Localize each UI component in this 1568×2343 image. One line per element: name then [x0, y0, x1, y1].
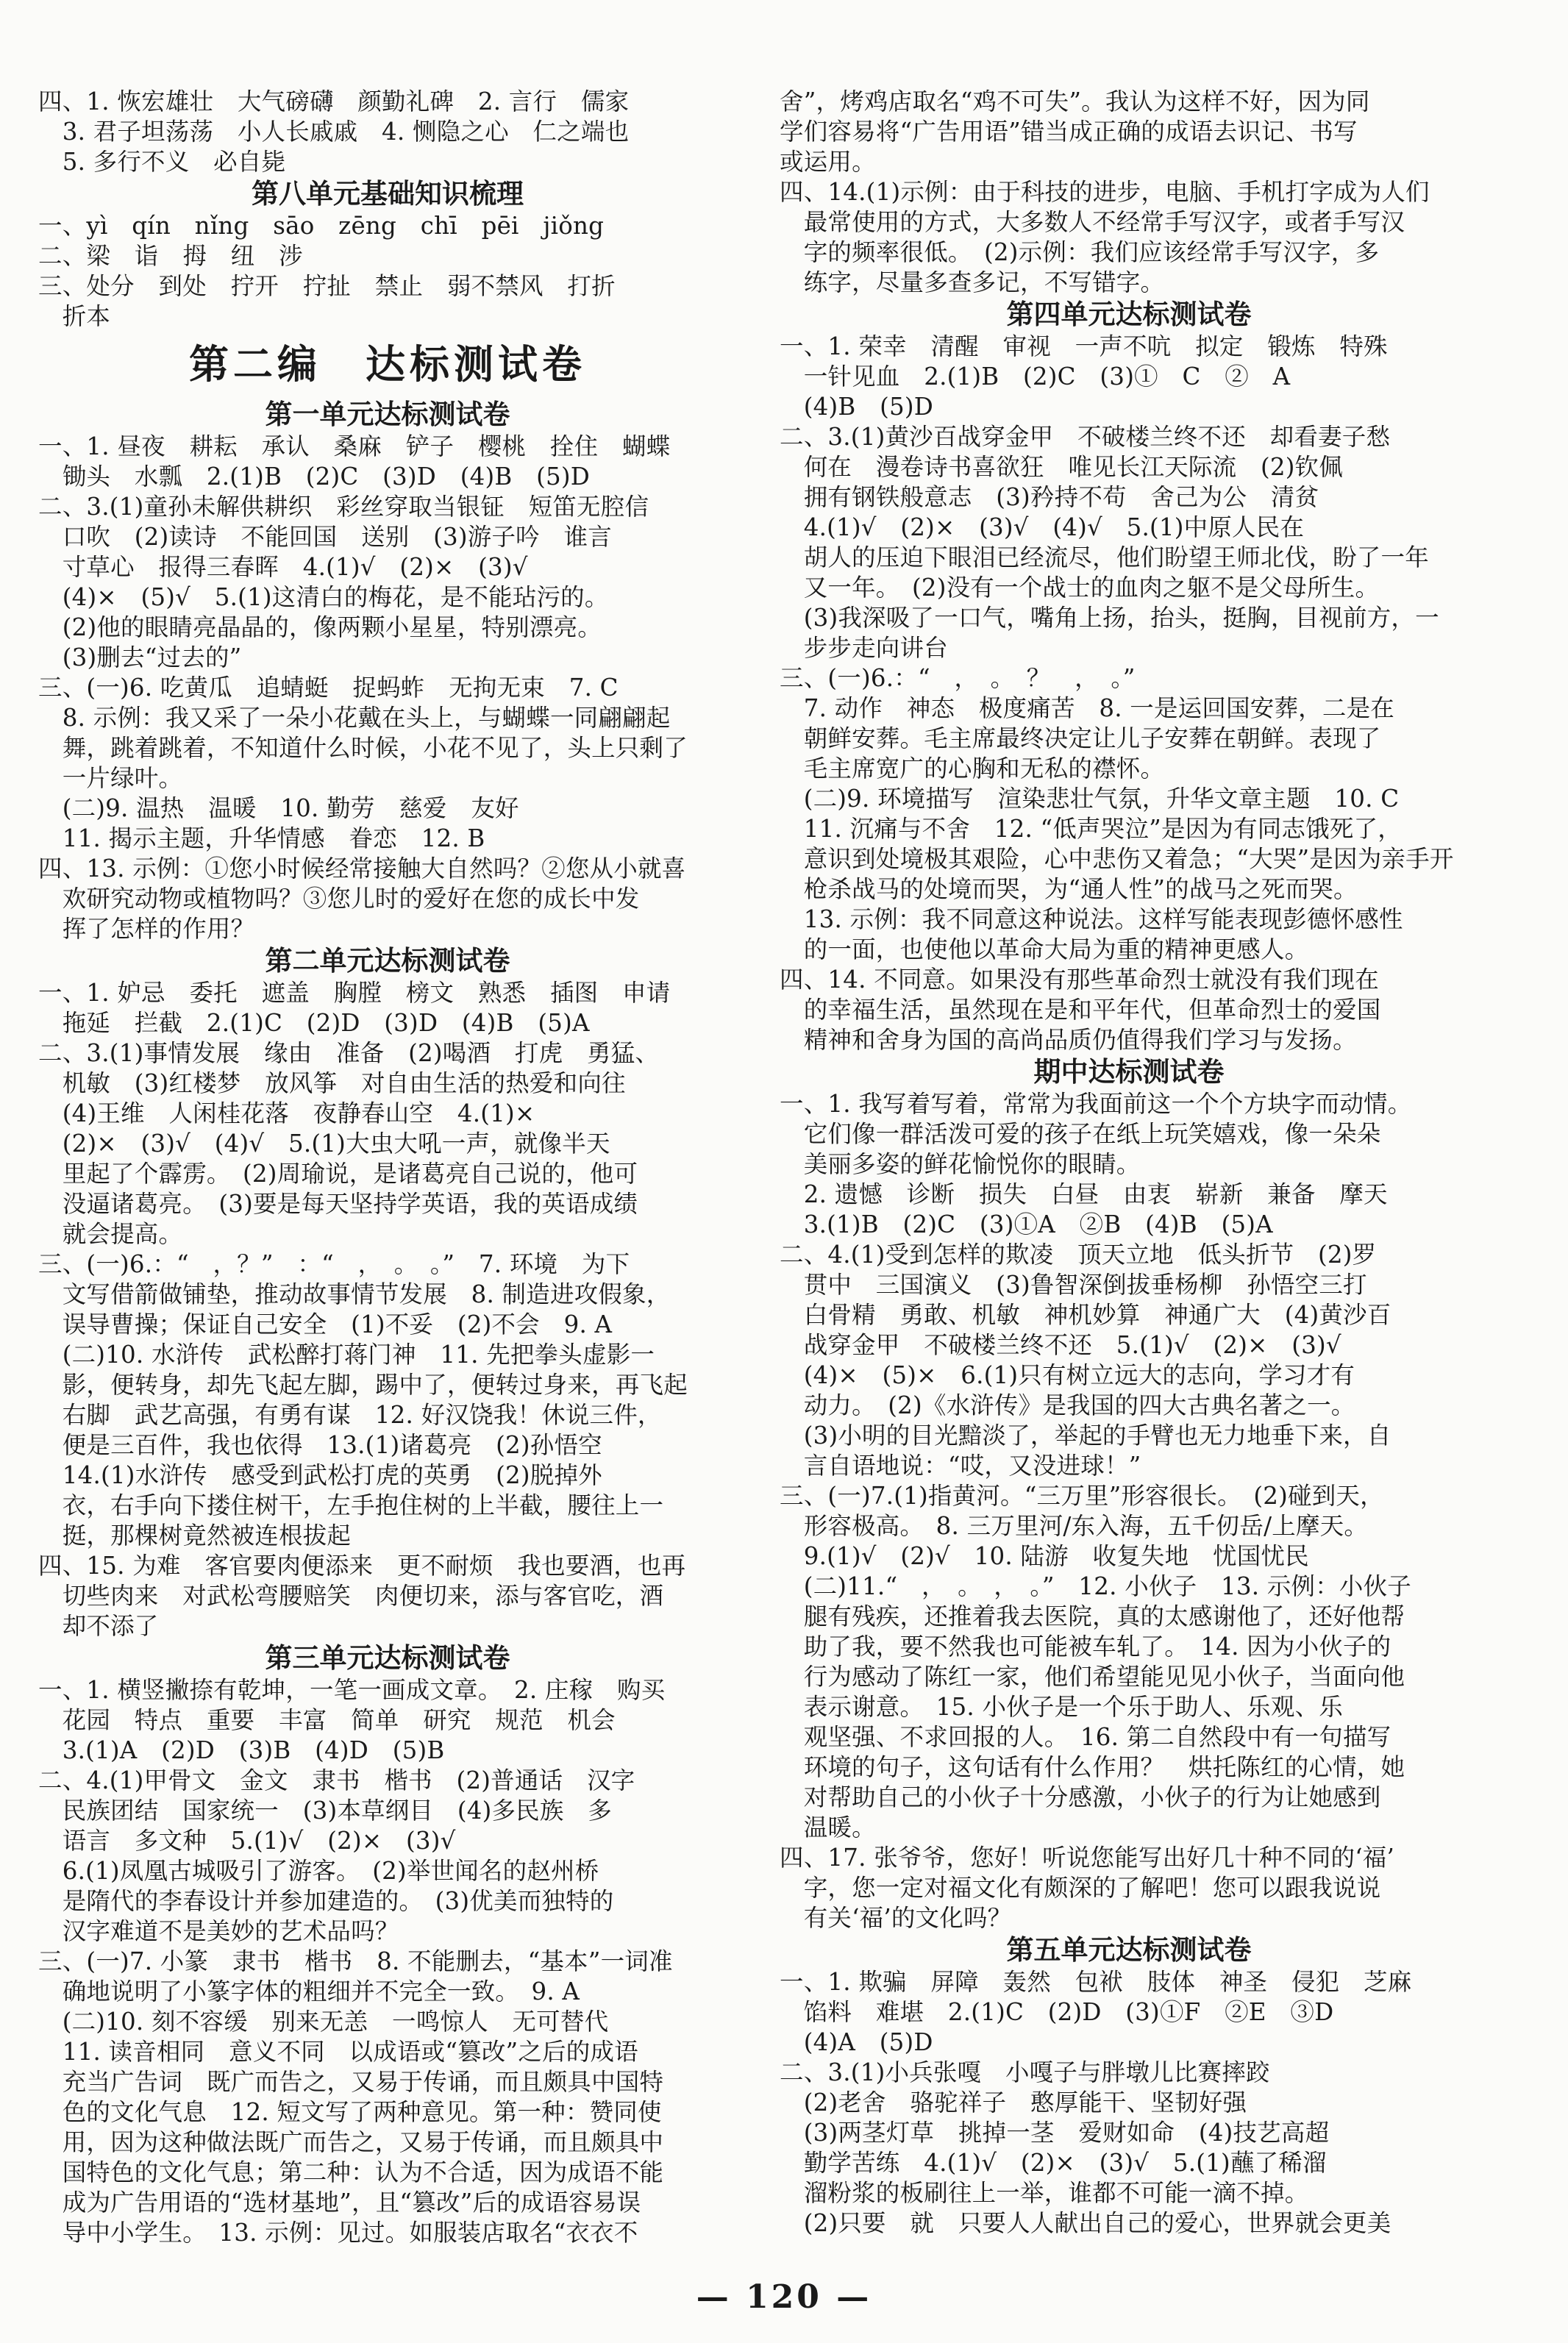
- answer-line: (3)两茎灯草 挑掉一茎 爱财如命 (4)技艺高超: [780, 2119, 1330, 2147]
- answer-line: 一、1. 昼夜 耕耘 承认 桑麻 铲子 樱桃 拴住 蝴蝶: [38, 432, 671, 460]
- answer-line: 就会提高。: [38, 1220, 183, 1248]
- answer-line: 温暖。: [780, 1814, 876, 1841]
- answer-line: 贯中 三国演义 (3)鲁智深倒拔垂杨柳 孙悟空三打: [780, 1271, 1367, 1299]
- answer-line: 2. 遗憾 诊断 损失 白昼 由衷 崭新 兼备 摩天: [780, 1180, 1388, 1208]
- answer-line: 一、yì qín nǐng sāo zēng chī pēi jiǒng: [38, 212, 605, 240]
- answer-line: 汉字难道不是美妙的艺术品吗？: [38, 1917, 399, 1945]
- answer-line: 里起了个霹雳。 (2)周瑜说，是诸葛亮自己说的，他可: [38, 1160, 638, 1188]
- answer-line: 的幸福生活，虽然现在是和平年代，但革命烈士的爱国: [780, 996, 1381, 1024]
- section-title: 期中达标测试卷: [1033, 1056, 1225, 1088]
- answer-line: 3. 君子坦荡荡 小人长戚戚 4. 恻隐之心 仁之端也: [38, 118, 630, 146]
- answer-line: 挥了怎样的作用？: [38, 915, 255, 943]
- answer-line: 形容极高。 8. 三万里河/东入海，五千仞岳/上摩天。: [780, 1512, 1369, 1540]
- answer-line: 枪杀战马的处境而哭，为“通人性”的战马之死而哭。: [780, 875, 1358, 903]
- answer-line: (3)删去“过去的”: [38, 643, 242, 671]
- answer-line: 表示谢意。 15. 小伙子是一个乐于助人、乐观、乐: [780, 1693, 1343, 1721]
- answer-line: 14.(1)水浒传 感受到武松打虎的英勇 (2)脱掉外: [38, 1461, 602, 1489]
- answer-line: 胡人的压迫下眼泪已经流尽，他们盼望王师北伐，盼了一年: [780, 543, 1429, 571]
- answer-line: 勤学苦练 4.(1)√ (2)× (3)√ 5.(1)蘸了稀溜: [780, 2149, 1327, 2177]
- answer-line: 一针见血 2.(1)B (2)C (3)① C ② A: [780, 363, 1291, 390]
- answer-line: 11. 沉痛与不舍 12. “低声哭泣”是因为有同志饿死了，: [780, 815, 1402, 843]
- answer-line: 字的频率很低。 (2)示例：我们应该经常手写汉字，多: [780, 238, 1380, 266]
- answer-line: 民族团结 国家统一 (3)本草纲目 (4)多民族 多: [38, 1797, 612, 1825]
- answer-line: 没逼诸葛亮。 (3)要是每天坚持学英语，我的英语成绩: [38, 1190, 638, 1218]
- answer-line: 6.(1)凤凰古城吸引了游客。 (2)举世闻名的赵州桥: [38, 1857, 599, 1885]
- answer-line: 溜粉浆的板刷往上一举，谁都不可能一滴不掉。: [780, 2179, 1309, 2207]
- answer-line: 误导曹操；保证自己安全 (1)不妥 (2)不会 9. A: [38, 1310, 613, 1338]
- answer-line: 成为广告用语的“选材基地”，且“篡改”后的成语容易误: [38, 2189, 641, 2217]
- answer-line: 一、1. 荣幸 清醒 审视 一声不吭 拟定 锻炼 特殊: [780, 332, 1388, 360]
- answer-line: 充当广告词 既广而告之，又易于传诵，而且颇具中国特: [38, 2068, 664, 2096]
- answer-line: 四、14. 不同意。如果没有那些革命烈士就没有我们现在: [780, 966, 1379, 994]
- answer-line: 3.(1)A (2)D (3)B (4)D (5)B: [38, 1736, 445, 1764]
- answer-line: 二、3.(1)童孙未解供耕织 彩丝穿取当银钲 短笛无腔信: [38, 493, 649, 521]
- answer-line: 精神和舍身为国的高尚品质仍值得我们学习与发扬。: [780, 1026, 1357, 1054]
- answer-line: 用，因为这种做法既广而告之，又易于传诵，而且颇具中: [38, 2128, 664, 2156]
- answer-line: 四、15. 为难 客官要肉便添来 更不耐烦 我也要酒，也再: [38, 1552, 686, 1580]
- answer-line: 舍”，烤鸡店取名“鸡不可失”。我认为这样不好，因为同: [780, 88, 1370, 115]
- answer-line: 动力。 (2)《水浒传》是我国的四大古典名著之一。: [780, 1391, 1355, 1419]
- answer-line: 四、1. 恢宏雄壮 大气磅礴 颜勤礼碑 2. 言行 儒家: [38, 88, 630, 115]
- answer-line: (2)老舍 骆驼祥子 憨厚能干、坚韧好强: [780, 2089, 1247, 2116]
- answer-line: 确地说明了小篆字体的粗细并不完全一致。 9. A: [38, 1978, 580, 2005]
- answer-line: (4)B (5)D: [780, 393, 934, 421]
- answer-line: (4)王维 人闲桂花落 夜静春山空 4.(1)×: [38, 1099, 535, 1127]
- answer-line: 导中小学生。 13. 示例：见过。如服装店取名“衣衣不: [38, 2219, 638, 2247]
- answer-line: 11. 揭示主题，升华情感 眷恋 12. B: [38, 824, 485, 852]
- answer-line: 有关‘福’的文化吗？: [780, 1904, 1012, 1932]
- section-title: 第一单元达标测试卷: [265, 399, 510, 430]
- answer-line: 舞，跳着跳着，不知道什么时候，小花不见了，头上只剩了: [38, 734, 688, 762]
- answer-line: 最常使用的方式，大多数人不经常手写汉字，或者手写汉: [780, 208, 1405, 236]
- answer-line: 切些肉来 对武松弯腰赔笑 肉便切来，添与客官吃，酒: [38, 1582, 664, 1610]
- answer-line: 锄头 水瓢 2.(1)B (2)C (3)D (4)B (5)D: [38, 463, 591, 491]
- answer-line: 色的文化气息 12. 短文写了两种意见。第一种：赞同使: [38, 2098, 662, 2126]
- answer-line: 观坚强、不求回报的人。 16. 第二自然段中有一句描写: [780, 1723, 1391, 1751]
- answer-line: 3.(1)B (2)C (3)①A ②B (4)B (5)A: [780, 1210, 1273, 1238]
- section-title: 第四单元达标测试卷: [1006, 299, 1252, 330]
- answer-line: 馅料 难堪 2.(1)C (2)D (3)①F ②E ③D: [780, 1998, 1334, 2026]
- section-title: 第二单元达标测试卷: [265, 945, 510, 977]
- answer-line: 行为感动了陈红一家，他们希望能见见小伙子，当面向他: [780, 1663, 1405, 1691]
- answer-line: 三、处分 到处 拧开 拧扯 禁止 弱不禁风 打折: [38, 272, 616, 300]
- left-column: [38, 87, 737, 2248]
- answer-line: 衣，右手向下搂住树干，左手抱住树的上半截，腰往上一: [38, 1491, 664, 1519]
- answer-line: 口吹 (2)读诗 不能回国 送别 (3)游子吟 谁言: [38, 523, 612, 551]
- answer-line: 它们像一群活泼可爱的孩子在纸上玩笑嬉戏，像一朵朵: [780, 1120, 1381, 1148]
- answer-line: (4)× (5)× 6.(1)只有树立远大的志向，学习才有: [780, 1361, 1355, 1389]
- answer-line: 环境的句子，这句话有什么作用？ 烘托陈红的心情，她: [780, 1753, 1405, 1781]
- answer-line: (4)× (5)√ 5.(1)这清白的梅花，是不能玷污的。: [38, 583, 609, 611]
- answer-line: 是隋代的李春设计并参加建造的。 (3)优美而独特的: [38, 1887, 614, 1915]
- answer-line: 朝鲜安葬。毛主席最终决定让儿子安葬在朝鲜。表现了: [780, 724, 1381, 752]
- answer-line: 二、4.(1)受到怎样的欺凌 顶天立地 低头折节 (2)罗: [780, 1241, 1377, 1269]
- answer-line: 三、(一)6. 吃黄瓜 追蜻蜓 捉蚂蚱 无拘无束 7. C: [38, 674, 619, 702]
- answer-line: (4)A (5)D: [780, 2028, 933, 2056]
- answer-line: 文写借箭做铺垫，推动故事情节发展 8. 制造进攻假象，: [38, 1280, 671, 1308]
- answer-line: 学们容易将“广告用语”错当成正确的成语去识记、书写: [780, 118, 1358, 146]
- answer-line: 一、1. 妒忌 委托 遮盖 胸膛 榜文 熟悉 插图 申请: [38, 979, 671, 1007]
- answer-line: 二、3.(1)小兵张嘎 小嘎子与胖墩儿比赛摔跤: [780, 2058, 1270, 2086]
- answer-line: 8. 示例：我又采了一朵小花戴在头上，与蝴蝶一同翩翩起: [38, 704, 671, 732]
- answer-line: 影，便转身，却先飞起左脚，踢中了，便转过身来，再飞起: [38, 1371, 688, 1399]
- answer-line: 二、3.(1)黄沙百战穿金甲 不破楼兰终不还 却看妻子愁: [780, 423, 1391, 451]
- answer-line: 机敏 (3)红楼梦 放风筝 对自由生活的热爱和向往: [38, 1069, 626, 1097]
- answer-line: (二)9. 环境描写 渲染悲壮气氛，升华文章主题 10. C: [780, 785, 1400, 813]
- answer-line: 一、1. 横竖撇捺有乾坤，一笔一画成文章。 2. 庄稼 购买: [38, 1676, 666, 1704]
- answer-line: 步步走向讲台: [780, 634, 948, 662]
- answer-line: (二)10. 水浒传 武松醉打蒋门神 11. 先把拳头虚影一: [38, 1341, 655, 1369]
- answer-line: (3)小明的目光黯淡了，举起的手臂也无力地垂下来，自: [780, 1422, 1391, 1449]
- answer-line: 对帮助自己的小伙子十分感激，小伙子的行为让她感到: [780, 1783, 1381, 1811]
- answer-line: 意识到处境极其艰险，心中悲伤又着急；“大哭”是因为亲手开: [780, 845, 1454, 873]
- answer-line: 三、(一)7.(1)指黄河。“三万里”形容很长。 (2)碰到天，: [780, 1482, 1384, 1510]
- section-title: 第三单元达标测试卷: [265, 1642, 510, 1674]
- answer-line: 国特色的文化气息；第二种：认为不合适，因为成语不能: [38, 2158, 664, 2186]
- answer-line: 的一面，也使他以革命大局为重的精神更感人。: [780, 935, 1309, 963]
- answer-line: (2)他的眼睛亮晶晶的，像两颗小星星，特别漂亮。: [38, 613, 602, 641]
- section-title: 第八单元基础知识梳理: [252, 178, 524, 210]
- answer-line: 或运用。: [780, 148, 876, 176]
- answer-line: 便是三百件，我也依得 13.(1)诸葛亮 (2)孙悟空: [38, 1431, 602, 1459]
- answer-line: (3)我深吸了一口气，嘴角上扬，抬头，挺胸，目视前方，一: [780, 604, 1439, 632]
- answer-line: (二)9. 温热 温暖 10. 勤劳 慈爱 友好: [38, 794, 519, 822]
- answer-line: 腿有残疾，还推着我去医院，真的太感谢他了，还好他帮: [780, 1602, 1405, 1630]
- answer-line: (二)11.“ ， 。 ， 。” 12. 小伙子 13. 示例：小伙子: [780, 1572, 1412, 1600]
- answer-line: 助了我，要不然我也可能被车轧了。 14. 因为小伙子的: [780, 1633, 1391, 1661]
- answer-line: 拥有钢铁般意志 (3)矜持不苟 舍己为公 清贫: [780, 483, 1319, 511]
- answer-line: 四、14.(1)示例：由于科技的进步，电脑、手机打字成为人们: [780, 178, 1430, 206]
- answer-line: 9.(1)√ (2)√ 10. 陆游 收复失地 忧国忧民: [780, 1542, 1309, 1570]
- answer-line: 何在 漫卷诗书喜欲狂 唯见长江天际流 (2)钦佩: [780, 453, 1344, 481]
- answer-line: 一片绿叶。: [38, 764, 183, 792]
- right-column: [780, 87, 1478, 2239]
- answer-line: 却不添了: [38, 1612, 159, 1640]
- answer-line: 7. 动作 神态 极度痛苦 8. 一是运回国安葬，二是在: [780, 694, 1394, 722]
- answer-line: 一、1. 欺骗 屏障 轰然 包袱 肢体 神圣 侵犯 芝麻: [780, 1968, 1412, 1996]
- answer-line: 三、(一)7. 小篆 隶书 楷书 8. 不能删去，“基本”一词准: [38, 1947, 673, 1975]
- answer-line: 战穿金甲 不破楼兰终不还 5.(1)√ (2)× (3)√: [780, 1331, 1341, 1359]
- answer-line: 四、13. 示例：①您小时候经常接触大自然吗？②您从小就喜: [38, 855, 686, 882]
- answer-line: 言自语地说：“哎，又没进球！”: [780, 1452, 1141, 1480]
- answer-line: 美丽多姿的鲜花愉悦你的眼睛。: [780, 1150, 1141, 1178]
- answer-line: 4.(1)√ (2)× (3)√ (4)√ 5.(1)中原人民在: [780, 513, 1305, 541]
- answer-line: (2)× (3)√ (4)√ 5.(1)大虫大吼一声，就像半天: [38, 1130, 610, 1158]
- part-title: 第二编 达标测试卷: [189, 341, 586, 388]
- answer-line: 二、梁 诣 拇 纽 涉: [38, 242, 303, 270]
- page-number: — 120 —: [696, 2278, 872, 2316]
- answer-line: (二)10. 刻不容缓 别来无恙 一鸣惊人 无可替代: [38, 2008, 609, 2036]
- answer-line: 右脚 武艺高强，有勇有谋 12. 好汉饶我！休说三件，: [38, 1401, 662, 1429]
- answer-line: 欢研究动物或植物吗？③您儿时的爱好在您的成长中发: [38, 885, 640, 913]
- answer-line: 挺，那棵树竟然被连根拔起: [38, 1522, 352, 1549]
- answer-line: 花园 特点 重要 丰富 简单 研究 规范 机会: [38, 1706, 616, 1734]
- answer-line: 寸草心 报得三春晖 4.(1)√ (2)× (3)√: [38, 553, 528, 581]
- answer-line: 练字，尽量多查多记，不写错字。: [780, 268, 1165, 296]
- answer-line: (2)只要 就 只要人人献出自己的爱心，世界就会更美: [780, 2209, 1391, 2237]
- answer-line: 语言 多文种 5.(1)√ (2)× (3)√: [38, 1827, 456, 1855]
- answer-line: 5. 多行不义 必自毙: [38, 148, 286, 176]
- answer-line: 二、4.(1)甲骨文 金文 隶书 楷书 (2)普通话 汉字: [38, 1766, 635, 1794]
- answer-line: 折本: [38, 302, 111, 330]
- answer-line: 四、17. 张爷爷，您好！听说您能写出好几十种不同的‘福’: [780, 1844, 1394, 1872]
- answer-line: 字，您一定对福文化有颇深的了解吧！您可以跟我说说: [780, 1874, 1381, 1902]
- answer-line: 11. 读音相同 意义不同 以成语或“篡改”之后的成语: [38, 2038, 638, 2066]
- answer-line: 三、(一)6.：“ ，？” ：“ ， 。 。” 7. 环境 为下: [38, 1250, 630, 1278]
- answer-line: 一、1. 我写着写着，常常为我面前这一个个方块字而动情。: [780, 1090, 1412, 1118]
- answer-line: 二、3.(1)事情发展 缘由 准备 (2)喝酒 打虎 勇猛、: [38, 1039, 660, 1067]
- answer-line: 毛主席宽广的心胸和无私的襟怀。: [780, 755, 1165, 782]
- answer-line: 拖延 拦截 2.(1)C (2)D (3)D (4)B (5)A: [38, 1009, 590, 1037]
- answer-line: 13. 示例：我不同意这种说法。这样写能表现彭德怀感性: [780, 905, 1403, 933]
- section-title: 第五单元达标测试卷: [1006, 1934, 1252, 1966]
- answer-line: 白骨精 勇敢、机敏 神机妙算 神通广大 (4)黄沙百: [780, 1301, 1391, 1329]
- answer-line: 三、(一)6.：“ ， 。 ？ ， 。”: [780, 664, 1136, 692]
- answer-line: 又一年。 (2)没有一个战士的血肉之躯不是父母所生。: [780, 574, 1380, 602]
